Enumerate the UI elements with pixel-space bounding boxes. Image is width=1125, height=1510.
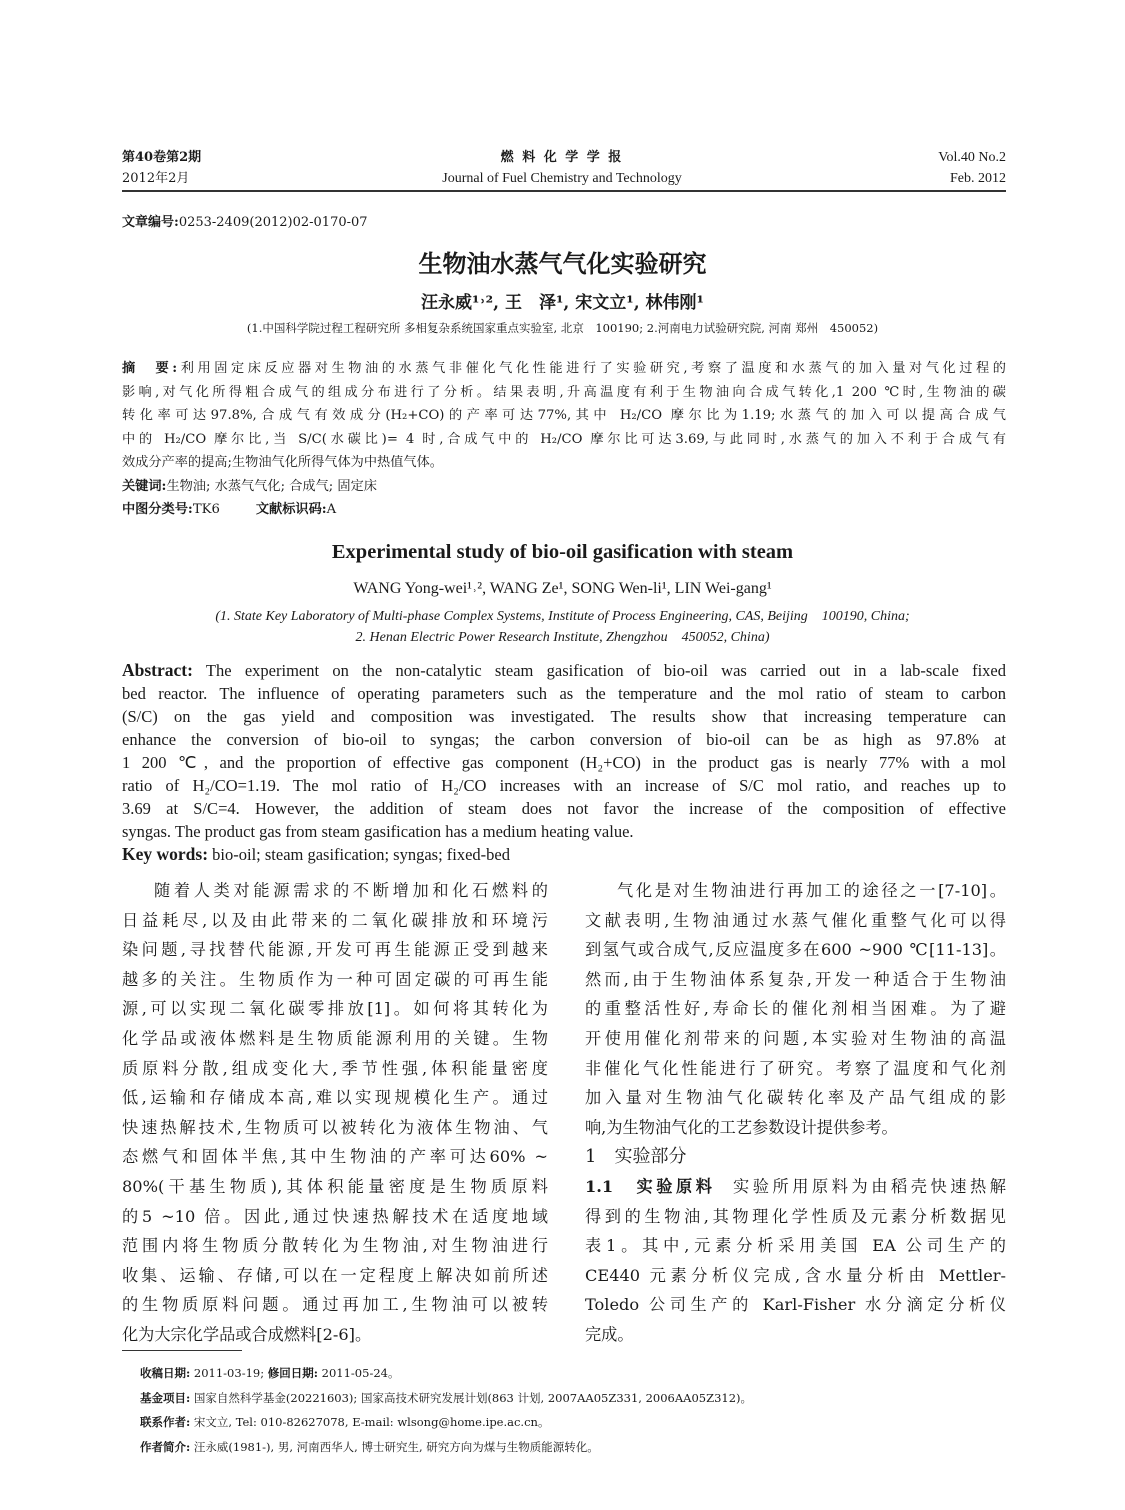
keywords-en-label: Key words:	[122, 844, 209, 864]
text-line: 非催化气化性能进行了研究。考察了温度和气化剂	[585, 1058, 1006, 1078]
doc-code-label: 文献标识码:	[255, 502, 327, 517]
text-line: 1 200 ℃, and the proportion of effective gas component (H₂+CO) in the product gas is nearly 77% with a mol	[122, 753, 1006, 772]
text-line: 化为大宗化学品或合成燃料[2-6]。	[122, 1324, 372, 1344]
running-header-center	[362, 147, 762, 189]
text-block	[585, 1202, 1006, 1350]
body-column-right	[585, 876, 1006, 1350]
authors-en: WANG Yong-wei¹˒², WANG Ze¹, SONG Wen-li¹, LIN Wei-gang¹	[353, 580, 772, 597]
article-number-label: 文章编号:	[122, 215, 179, 230]
text-line: enhance the conversion of bio-oil to syngas; the carbon conversion of bio-oil can be as high as 97.8% at	[122, 730, 1006, 749]
text-block	[122, 876, 548, 1350]
text-line: 快速热解技术,生物质可以被转化为液体生物油、气	[122, 1117, 548, 1137]
text-line: 中的 H₂/CO 摩尔比,当 S/C(水碳比)= 4 时,合成气中的 H₂/CO 摩尔比可达3.69,与此同时,水蒸气的加入不利于合成气有	[122, 431, 1006, 447]
footnote-fund: 基金项目: 国家自然科学基金(20221603); 国家高技术研究发展计划(863 计划, 2007AA05Z331, 2006AA05Z312)。	[140, 1390, 753, 1405]
text-line: 日益耗尽,以及由此带来的二氧化碳排放和环境污	[122, 910, 548, 930]
text-line: 转化率可达97.8%,合成气有效成分(H₂+CO)的产率可达77%,其中 H₂/CO 摩尔比为1.19;水蒸气的加入可以提高合成气	[122, 408, 1006, 423]
running-header-right	[938, 147, 1006, 189]
footnote-rule	[122, 1350, 242, 1351]
section-heading: 1 实验部分	[585, 1146, 687, 1168]
affiliation-en	[0, 606, 1125, 648]
text-line: The experiment on the non-catalytic steam gasification of bio-oil was carried out in a lab-scale fixed	[205, 661, 1006, 680]
date-en: Feb. 2012	[950, 171, 1006, 186]
text-line: syngas. The product gas from steam gasification has a medium heating value.	[122, 822, 634, 841]
text-line: 化学品或液体燃料是生物质能源利用的关键。生物	[122, 1028, 548, 1048]
body-column-left	[122, 876, 548, 1350]
text-line: 的5 ~10 倍。因此,通过快速热解技术在适度地域	[122, 1206, 548, 1226]
volume-zh: 第40卷第2期	[122, 150, 202, 165]
journal-name-en: Journal of Fuel Chemistry and Technology	[442, 171, 682, 186]
text-line: 源,可以实现二氧化碳零排放[1]。如何将其转化为	[122, 999, 548, 1019]
text-line: 然而,由于生物油体系复杂,开发一种适合于生物油	[585, 969, 1006, 989]
affiliation-en-line: 2. Henan Electric Power Research Institute, Zhengzhou 450052, China)	[355, 630, 770, 645]
text-line: 完成。	[585, 1324, 634, 1344]
text-line: 影响,对气化所得粗合成气的组成分布进行了分析。结果表明,升高温度有利于生物油向合成气转化,1 200 ℃时,生物油的碳	[122, 384, 1006, 400]
keywords-zh-label: 关键词:	[122, 478, 167, 494]
text-line: 越多的关注。生物质作为一种可固定碳的可再生能	[122, 969, 548, 989]
affiliation-zh: (1.中国科学院过程工程研究所 多相复杂系统国家重点实验室, 北京 100190; 2.河南电力试验研究院, 河南 郑州 450052)	[246, 321, 879, 335]
running-header-left	[122, 147, 201, 189]
text-line: 得到的生物油,其物理化学性质及元素分析数据见	[585, 1206, 1006, 1226]
keywords-en: bio-oil; steam gasification; syngas; fixed-bed	[212, 845, 511, 864]
affiliation-en-line: (1. State Key Laboratory of Multi-phase Complex Systems, Institute of Process Engineering, CAS, Beijing 100190, China;	[215, 609, 910, 624]
text-line: 范围内将生物质分散转化为生物油,对生物油进行	[122, 1236, 548, 1256]
text-line: Toledo 公司生产的 Karl-Fisher 水分滴定分析仪	[585, 1295, 1006, 1315]
text-line: 响,为生物油气化的工艺参数设计提供参考。	[585, 1117, 898, 1137]
text-block	[122, 381, 1006, 475]
footnote-contact: 联系作者: 宋文立, Tel: 010-82627078, E-mail: wlsong@home.ipe.ac.cn。	[140, 1415, 550, 1429]
footnote-bio: 作者简介: 汪永威(1981-), 男, 河南西华人, 博士研究生, 研究方向为煤与生物质能源转化。	[140, 1439, 599, 1454]
text-line: 加入量对生物油气化碳转化率及产品气组成的影	[585, 1088, 1006, 1108]
text-line: 质原料分散,组成变化大,季节性强,体积能量密度	[122, 1058, 548, 1078]
text-line: CE440 元素分析仪完成,含水量分析由 Mettler-	[585, 1265, 1006, 1285]
text-line: 80%(干基生物质),其体积能量密度是生物质原料	[122, 1176, 548, 1196]
text-line: 气化是对生物油进行再加工的途径之一[7-10]。	[617, 881, 1006, 900]
text-line: 文献表明,生物油通过水蒸气催化重整气化可以得	[585, 910, 1006, 930]
text-block	[585, 876, 1006, 1142]
clc-label: 中图分类号:	[122, 502, 193, 517]
text-line: 利用固定床反应器对生物油的水蒸气非催化气化性能进行了实验研究,考察了温度和水蒸气的加入量对气化过程的	[177, 361, 1006, 376]
text-line: (S/C) on the gas yield and composition was investigated. The results show that increasing temperature can	[122, 707, 1006, 726]
text-line: ratio of H₂/CO=1.19. The mol ratio of H₂/CO increases with an increase of S/C mol ratio, and reaches up to	[122, 776, 1006, 795]
text-line: 到氢气或合成气,反应温度多在600 ~900 ℃[11-13]。	[585, 940, 1006, 960]
keywords-zh: 生物油; 水蒸气气化; 合成气; 固定床	[166, 478, 377, 494]
volume-en: Vol.40 No.2	[938, 150, 1006, 165]
doc-code-value: A	[326, 502, 337, 517]
article-number-value: 0253-2409(2012)02-0170-07	[178, 215, 368, 230]
text-line: 的重整活性好,寿命长的催化剂相当困难。为了避	[585, 999, 1006, 1019]
journal-name-zh: 燃 料 化 学 学 报	[500, 150, 624, 165]
text-line: 表1。其中,元素分析采用美国 EA 公司生产的	[585, 1236, 1006, 1256]
text-line: 的生物质原料问题。通过再加工,生物油可以被转	[122, 1295, 548, 1315]
footnote-dates: 收稿日期: 2011-03-19; 修回日期: 2011-05-24。	[140, 1366, 400, 1380]
subsection-heading: 1.1 实验原料	[585, 1176, 716, 1196]
text-line: bed reactor. The influence of operating parameters such as the temperature and the mol ratio of steam to carbon	[122, 684, 1006, 703]
text-line: 染问题,寻找替代能源,开发可再生能源正受到越来	[122, 940, 548, 960]
authors-zh: 汪永威¹˒², 王 泽¹, 宋文立¹, 林伟刚¹	[421, 293, 704, 313]
text-line: 实验所用原料为由稻壳快速热解	[729, 1176, 1006, 1196]
text-line: 随着人类对能源需求的不断增加和化石燃料的	[154, 881, 548, 900]
title-en: Experimental study of bio-oil gasification with steam	[331, 541, 794, 563]
abstract-en-label: Abstract:	[122, 660, 193, 680]
text-line: 效成分产率的提高;生物油气化所得气体为中热值气体。	[122, 455, 443, 470]
text-block	[122, 682, 1006, 843]
text-line: 收集、运输、存储,可以在一定程度上解决如前所述	[122, 1265, 548, 1285]
abstract-zh	[122, 357, 1006, 522]
text-line: 3.69 at S/C=4. However, the addition of steam does not favor the increase of the composition of effective	[122, 799, 1006, 818]
abstract-en	[122, 659, 1006, 866]
text-line: 开使用催化剂带来的问题,本实验对生物油的高温	[585, 1028, 1006, 1048]
date-zh: 2012年2月	[122, 171, 190, 186]
title-zh: 生物油水蒸气气化实验研究	[418, 249, 707, 278]
clc-value: TK6	[192, 502, 220, 517]
text-line: 态燃气和固体半焦,其中生物油的产率可达60% ~	[122, 1147, 548, 1167]
header-rule	[122, 190, 1006, 192]
article-number	[122, 211, 368, 230]
abstract-zh-label: 摘 要:	[122, 361, 178, 376]
text-line: 低,运输和存储成本高,难以实现规模化生产。通过	[122, 1088, 548, 1108]
footnotes	[140, 1361, 752, 1459]
